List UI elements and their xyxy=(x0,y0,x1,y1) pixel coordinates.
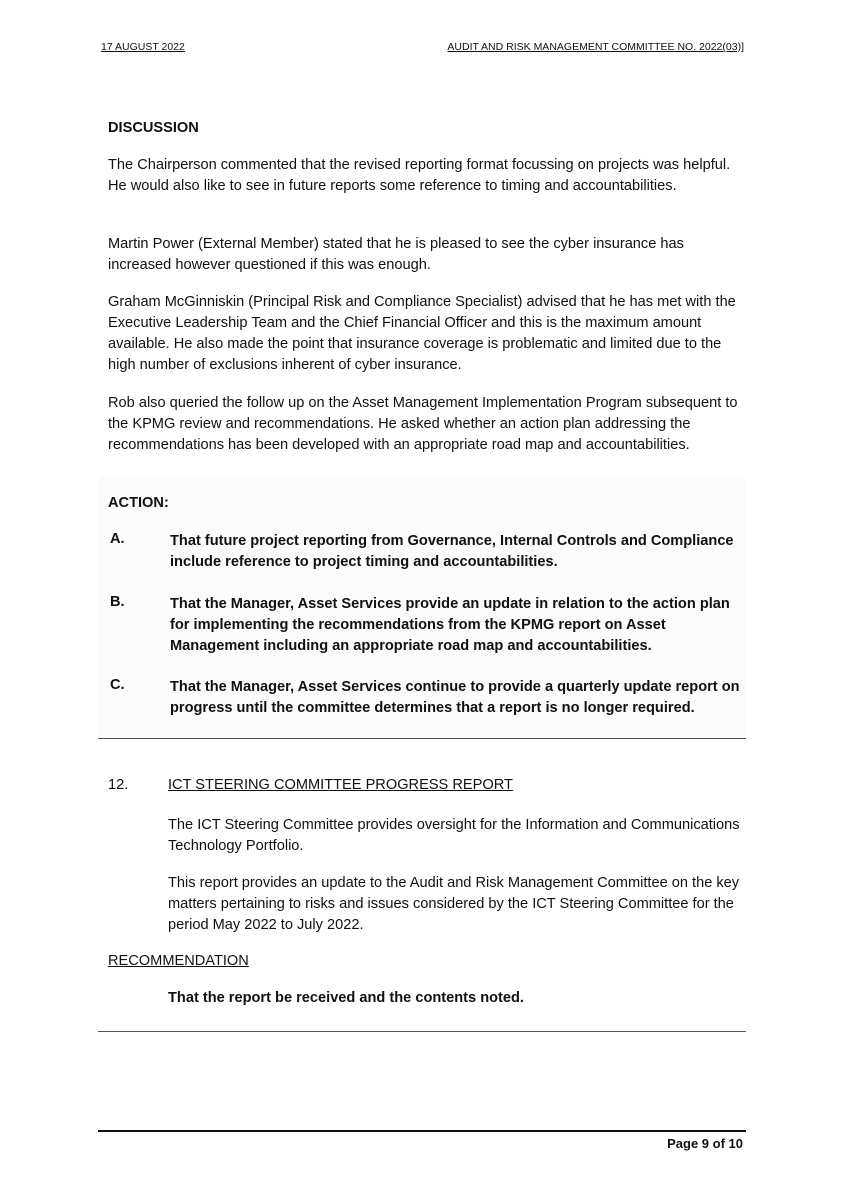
discussion-heading: DISCUSSION xyxy=(108,120,199,136)
footer-rule xyxy=(98,1130,746,1132)
action-letter-c: C. xyxy=(110,677,125,693)
header-committee: AUDIT AND RISK MANAGEMENT COMMITTEE NO. 2022(03)] xyxy=(447,41,744,53)
item-paragraph-1: The ICT Steering Committee provides oversight for the Information and Communications Technology Portfolio. xyxy=(168,817,740,854)
recommendation-heading: RECOMMENDATION xyxy=(108,953,249,969)
action-item-a: That future project reporting from Governance, Internal Controls and Compliance include reference to project timing and accountabilities. xyxy=(170,533,734,570)
recommendation-divider xyxy=(98,1031,746,1032)
discussion-paragraph-4: Rob also queried the follow up on the Asset Management Implementation Program subsequent to the KPMG review and recommendations. He asked whether an action plan addressing the recommendations has been developed with an appropriate road map and accountabilities. xyxy=(108,395,738,453)
item-paragraph-2: This report provides an update to the Audit and Risk Management Committee on the key matters pertaining to risks and issues considered by the ICT Steering Committee for the period May 2022 to July 2022. xyxy=(168,875,740,933)
action-letter-b: B. xyxy=(110,594,125,610)
recommendation-text: That the report be received and the contents noted. xyxy=(168,990,524,1006)
header-date: 17 AUGUST 2022 xyxy=(101,41,185,53)
action-item-c: That the Manager, Asset Services continue to provide a quarterly update report on progress until the committee determines that a report is no longer required. xyxy=(170,679,740,716)
action-item-b: That the Manager, Asset Services provide an update in relation to the action plan for implementing the recommendations from the KPMG report on Asset Management including an appropriate road map and accountabilities. xyxy=(170,596,730,654)
discussion-paragraph-1: The Chairperson commented that the revised reporting format focussing on projects was helpful. He would also like to see in future reports some reference to timing and accountabilities. xyxy=(108,157,731,194)
item-number: 12. xyxy=(108,777,129,793)
discussion-paragraph-2: Martin Power (External Member) stated that he is pleased to see the cyber insurance has increased however questioned if this was enough. xyxy=(108,236,684,273)
section-divider xyxy=(98,738,746,739)
action-letter-a: A. xyxy=(110,531,125,547)
item-title: ICT STEERING COMMITTEE PROGRESS REPORT xyxy=(168,777,513,793)
page-number: Page 9 of 10 xyxy=(667,1136,743,1151)
action-heading: ACTION: xyxy=(108,495,169,511)
discussion-paragraph-3: Graham McGinniskin (Principal Risk and Compliance Specialist) advised that he has met with the Executive Leadership Team and the Chief Financial Officer and this is the maximum amount available. He also made the point that insurance coverage is problematic and limited due to the high number of exclusions inherent of cyber insurance. xyxy=(108,294,736,373)
